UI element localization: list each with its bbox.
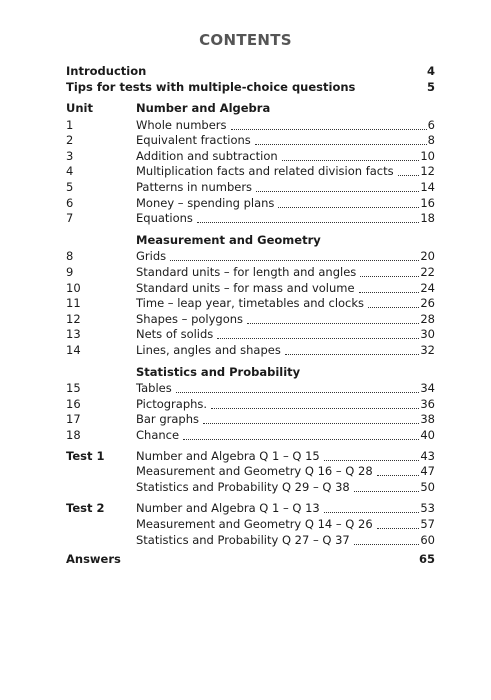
- entry-page-number: 36: [420, 396, 435, 411]
- tips-page: 5: [426, 80, 435, 94]
- entry-label: Time – leap year, timetables and clocks: [136, 296, 365, 311]
- entry-page-number: 26: [420, 296, 435, 311]
- entry-page-number: 57: [420, 517, 435, 531]
- unit-number: 18: [66, 428, 81, 442]
- section-heading: Number and Algebra: [136, 101, 271, 115]
- dot-leader: [247, 323, 419, 324]
- entry-label: Statistics and Probability Q 29 – Q 38: [136, 479, 350, 494]
- entry-label: Pictographs.: [136, 396, 208, 411]
- page-title: CONTENTS: [199, 31, 292, 49]
- section-heading: Statistics and Probability: [136, 364, 301, 379]
- dot-leader: [231, 129, 427, 130]
- dot-leader: [285, 354, 420, 355]
- unit-number: 4: [66, 164, 74, 179]
- dot-leader: [197, 222, 419, 223]
- entry-label: Number and Algebra Q 1 – Q 13: [136, 501, 320, 516]
- toc-entry[interactable]: [136, 501, 435, 516]
- entry-page-number: 34: [420, 381, 435, 396]
- entry-label: Measurement and Geometry Q 16 – Q 28: [136, 464, 373, 479]
- entry-page-number: 40: [420, 428, 435, 442]
- toc-entry[interactable]: [136, 327, 435, 342]
- toc-entry[interactable]: [136, 397, 435, 412]
- toc-entry[interactable]: [136, 480, 435, 495]
- entry-label: Lines, angles and shapes: [136, 343, 281, 357]
- entry-page-number: 38: [420, 412, 435, 427]
- dot-leader: [354, 491, 420, 492]
- toc-entry[interactable]: [136, 533, 435, 548]
- tips-label: Tips for tests with multiple-choice questions: [66, 80, 356, 94]
- dot-leader: [176, 392, 420, 393]
- introduction-page: 4: [426, 64, 435, 78]
- dot-leader: [324, 512, 420, 513]
- unit-number: 14: [66, 343, 81, 357]
- dot-leader: [360, 276, 419, 277]
- entry-page-number: 18: [420, 211, 435, 226]
- toc-entry[interactable]: [136, 464, 435, 479]
- entry-label: Standard units – for length and angles: [136, 265, 357, 279]
- entry-page-number: 32: [420, 343, 435, 357]
- answers-page: 65: [418, 552, 435, 567]
- toc-entry[interactable]: [136, 517, 435, 532]
- dot-leader: [368, 307, 419, 308]
- dot-leader: [278, 207, 419, 208]
- entry-page-number: 28: [420, 311, 435, 326]
- toc-entry[interactable]: [136, 312, 435, 327]
- entry-page-number: 12: [420, 164, 435, 179]
- toc-entry[interactable]: [136, 343, 435, 358]
- dot-leader: [354, 544, 420, 545]
- dot-leader: [183, 439, 419, 440]
- entry-page-number: 43: [420, 448, 435, 463]
- entry-label: Addition and subtraction: [136, 148, 278, 163]
- entry-label: Patterns in numbers: [136, 180, 253, 194]
- toc-entry[interactable]: [136, 249, 435, 264]
- toc-entry[interactable]: [136, 196, 435, 211]
- unit-number: 3: [66, 148, 74, 163]
- unit-number: 2: [66, 133, 74, 148]
- dot-leader: [398, 175, 420, 176]
- entry-label: Chance: [136, 428, 180, 442]
- unit-number: 9: [66, 265, 74, 279]
- unit-number: 1: [66, 117, 74, 132]
- entry-page-number: 10: [420, 148, 435, 163]
- dot-leader: [377, 475, 420, 476]
- entry-page-number: 24: [420, 280, 435, 295]
- entry-page-number: 14: [420, 180, 435, 194]
- dot-leader: [377, 528, 420, 529]
- unit-number: 12: [66, 311, 81, 326]
- dot-leader: [359, 292, 420, 293]
- unit-number: 16: [66, 396, 81, 411]
- entry-page-number: 50: [420, 479, 435, 494]
- entry-page-number: 8: [427, 133, 435, 148]
- unit-number: 10: [66, 280, 81, 295]
- entry-label: Standard units – for mass and volume: [136, 280, 355, 295]
- test-label: Test 1: [66, 448, 105, 463]
- entry-page-number: 60: [420, 532, 435, 547]
- unit-number: 5: [66, 180, 74, 194]
- toc-entry[interactable]: [136, 180, 435, 195]
- section-heading: Measurement and Geometry: [136, 232, 321, 247]
- dot-leader: [217, 338, 419, 339]
- dot-leader: [256, 191, 419, 192]
- entry-page-number: 22: [420, 265, 435, 279]
- toc-entry[interactable]: [136, 381, 435, 396]
- toc-row-tips[interactable]: [66, 80, 435, 95]
- dot-leader: [282, 160, 420, 161]
- unit-number: 13: [66, 327, 81, 342]
- toc-entry[interactable]: [136, 428, 435, 443]
- entry-label: Statistics and Probability Q 27 – Q 37: [136, 532, 350, 547]
- entry-page-number: 16: [420, 195, 435, 210]
- toc-entry[interactable]: [136, 281, 435, 296]
- unit-number: 17: [66, 412, 81, 427]
- unit-number: 11: [66, 296, 81, 311]
- dot-leader: [203, 423, 419, 424]
- entry-page-number: 53: [420, 501, 435, 516]
- entry-page-number: 47: [420, 464, 435, 479]
- toc-entry[interactable]: [136, 133, 435, 148]
- entry-page-number: 30: [420, 327, 435, 342]
- test-label: Test 2: [66, 501, 105, 516]
- toc-entry[interactable]: [136, 412, 435, 427]
- toc-row-answers[interactable]: [66, 552, 435, 567]
- entry-label: Nets of solids: [136, 327, 214, 342]
- entry-page-number: 20: [420, 249, 435, 264]
- toc-entry[interactable]: [136, 296, 435, 311]
- toc-row-introduction[interactable]: [66, 64, 435, 79]
- unit-number: 15: [66, 381, 81, 396]
- entry-label: Shapes – polygons: [136, 311, 244, 326]
- dot-leader: [170, 260, 419, 261]
- entry-label: Measurement and Geometry Q 14 – Q 26: [136, 517, 373, 531]
- toc-entry[interactable]: [136, 265, 435, 280]
- unit-number: 6: [66, 195, 74, 210]
- unit-number: 7: [66, 211, 74, 226]
- entry-label: Money – spending plans: [136, 195, 275, 210]
- toc-entry[interactable]: [136, 118, 435, 133]
- entry-page-number: 6: [427, 117, 435, 132]
- entry-label: Whole numbers: [136, 117, 227, 132]
- dot-leader: [255, 144, 427, 145]
- entry-label: Number and Algebra Q 1 – Q 15: [136, 448, 320, 463]
- toc-entry[interactable]: [136, 211, 435, 226]
- entry-label: Bar graphs: [136, 412, 199, 427]
- entry-label: Tables: [136, 381, 172, 396]
- dot-leader: [324, 460, 420, 461]
- answers-label: Answers: [66, 552, 121, 567]
- unit-number: 8: [66, 249, 74, 264]
- entry-label: Equivalent fractions: [136, 133, 251, 148]
- toc-entry[interactable]: [136, 449, 435, 464]
- toc-entry[interactable]: [136, 164, 435, 179]
- unit-column-header: Unit: [66, 101, 93, 115]
- entry-label: Equations: [136, 211, 193, 226]
- entry-label: Multiplication facts and related division facts: [136, 164, 394, 179]
- entry-label: Grids: [136, 249, 167, 264]
- dot-leader: [211, 408, 419, 409]
- toc-entry[interactable]: [136, 149, 435, 164]
- introduction-label: Introduction: [66, 64, 147, 78]
